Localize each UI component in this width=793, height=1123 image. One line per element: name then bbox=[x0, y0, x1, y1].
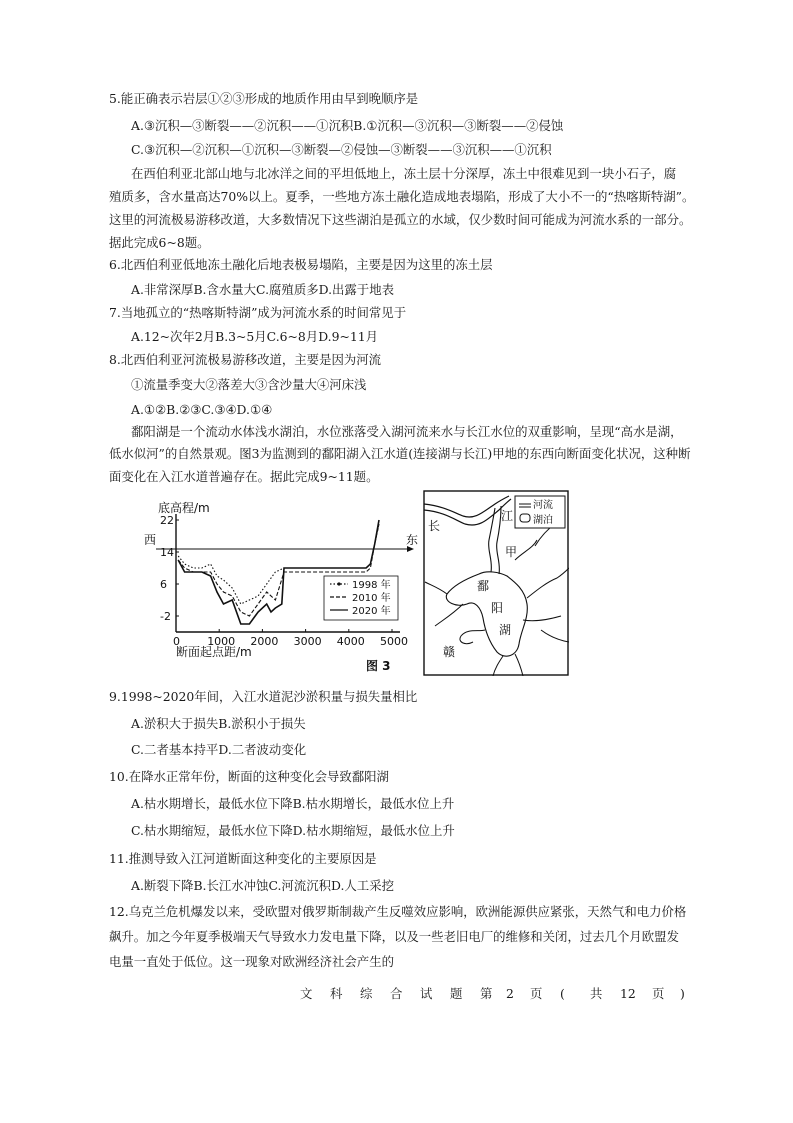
q10-options-ab: A.枯水期增长，最低水位下降B.枯水期增长，最低水位上升 bbox=[131, 796, 455, 811]
footer-total-pages: 12 bbox=[620, 986, 636, 1001]
q5-options-ab: A.③沉积—③断裂——②沉积——①沉积B.①沉积—③沉积—③断裂——②侵蚀 bbox=[131, 118, 564, 133]
q8-options: A.①②B.②③C.③④D.①④ bbox=[131, 402, 273, 417]
passage1-line1: 在西伯利亚北部山地与北冰洋之间的平坦低地上，冻土层十分深厚，冻土中很难见到一块小石子，腐 bbox=[131, 166, 677, 181]
q7-stem: 7.当地孤立的“热喀斯特湖”成为河流水系的时间常见于 bbox=[109, 305, 407, 320]
y-tick-label: -2 bbox=[160, 610, 171, 623]
footer-char: 共 bbox=[590, 986, 603, 1001]
footer-char: 综 bbox=[360, 986, 373, 1001]
x-tick-label: 1000 bbox=[207, 635, 236, 648]
poyang-map bbox=[423, 490, 569, 676]
y-tick-label: 22 bbox=[160, 514, 174, 527]
q10-options-cd: C.枯水期缩短，最低水位下降D.枯水期缩短，最低水位上升 bbox=[131, 823, 455, 838]
chart-xlabel: 断面起点距/m bbox=[176, 645, 252, 659]
q9-stem: 9.1998~2020年间，入江水道泥沙淤积量与损失量相比 bbox=[109, 689, 418, 704]
map-label-hu: 湖 bbox=[499, 623, 512, 637]
x-tick-label: 4000 bbox=[336, 635, 365, 648]
q9-options-ab: A.淤积大于损失B.淤积小于损失 bbox=[131, 716, 306, 731]
chart-west-label: 西 bbox=[144, 533, 157, 547]
q11-stem: 11.推测导致入江河道断面这种变化的主要原因是 bbox=[109, 851, 377, 866]
q10-stem: 10.在降水正常年份，断面的这种变化会导致鄱阳湖 bbox=[109, 769, 389, 784]
legend-label: 1998 年 bbox=[352, 580, 391, 591]
map-legend-river: 河流 bbox=[533, 500, 553, 511]
legend-label: 2020 年 bbox=[352, 606, 391, 617]
legend-marker bbox=[337, 582, 340, 585]
passage2-line3: 面变化在入江水道普遍存在。据此完成9~11题。 bbox=[109, 469, 379, 484]
q12-line1: 12.乌克兰危机爆发以来，受欧盟对俄罗斯制裁产生反噬效应影响，欧洲能源供应紧张，天然气和电力价格 bbox=[109, 904, 687, 919]
passage2-line1: 鄱阳湖是一个流动水体浅水湖泊，水位涨落受入湖河流来水与长江水位的双重影响，呈现“高水是湖， bbox=[131, 424, 683, 439]
footer-page-number: 2 bbox=[506, 986, 514, 1001]
map-legend-lake: 湖泊 bbox=[533, 515, 553, 526]
footer-char: ) bbox=[680, 986, 685, 1001]
footer-char: 合 bbox=[390, 986, 403, 1001]
passage1-line3: 这里的河流极易游移改道，大多数情况下这些湖泊是孤立的水域，仅少数时间可能成为河流水系的一部分。 bbox=[109, 212, 692, 227]
chart-ylabel: 底高程/m bbox=[158, 501, 210, 515]
q8-items: ①流量季变大②落差大③含沙量大④河床浅 bbox=[131, 377, 367, 392]
x-tick-label: 0 bbox=[173, 635, 180, 648]
q6-stem: 6.北西伯利亚低地冻土融化后地表极易塌陷，主要是因为这里的冻土层 bbox=[109, 257, 493, 272]
q12-line2: 飙升。加之今年夏季极端天气导致水力发电量下降，以及一些老旧电厂的维修和关闭，过去几个月欧盟发 bbox=[109, 929, 679, 944]
y-tick-label: 6 bbox=[160, 578, 167, 591]
q11-options: A.断裂下降B.长江水冲蚀C.河流沉积D.人工采挖 bbox=[131, 878, 394, 893]
q5-options-cd: C.③沉积—②沉积—①沉积—③断裂—②侵蚀—③断裂——③沉积——①沉积 bbox=[131, 142, 552, 157]
q12-line3: 电量一直处于低位。这一现象对欧洲经济社会产生的 bbox=[109, 954, 394, 969]
legend-label: 2010 年 bbox=[352, 593, 391, 604]
passage1-line4: 据此完成6~8题。 bbox=[109, 235, 210, 250]
q7-options: A.12~次年2月B.3~5月C.6~8月D.9~11月 bbox=[131, 329, 379, 344]
footer-char: ( bbox=[560, 986, 565, 1001]
footer-char: 试 bbox=[420, 986, 433, 1001]
footer-char: 页 bbox=[530, 986, 543, 1001]
x-tick-label: 2000 bbox=[250, 635, 279, 648]
figure-caption: 图 3 bbox=[366, 659, 391, 673]
q6-options: A.非常深厚B.含水量大C.腐殖质多D.出露于地表 bbox=[131, 282, 394, 297]
y-tick-label: 14 bbox=[160, 546, 174, 559]
footer-char: 科 bbox=[330, 986, 343, 1001]
footer-char: 页 bbox=[652, 986, 665, 1001]
map-label-jiang: 江 bbox=[501, 509, 514, 523]
q5-stem: 5.能正确表示岩层①②③形成的地质作用由早到晚顺序是 bbox=[109, 91, 419, 106]
x-tick-label: 5000 bbox=[380, 635, 408, 648]
map-label-chang: 长 bbox=[428, 519, 441, 533]
x-tick-label: 3000 bbox=[293, 635, 322, 648]
footer-char: 文 bbox=[300, 986, 313, 1001]
footer-char: 第 bbox=[480, 986, 493, 1001]
map-label-jia: 甲 bbox=[505, 545, 518, 559]
footer-char: 题 bbox=[450, 986, 463, 1001]
cross-section-chart bbox=[140, 496, 420, 676]
passage2-line2: 低水似河”的自然景观。图3为监测到的鄱阳湖入江水道(连接湖与长江)甲地的东西向断面变化状况，这种断 bbox=[109, 446, 691, 461]
passage1-line2: 殖质多，含水量高达70%以上。夏季，一些地方冻土融化造成地表塌陷，形成了大小不一的“热喀斯特湖”。 bbox=[109, 189, 695, 204]
q9-options-cd: C.二者基本持平D.二者波动变化 bbox=[131, 742, 307, 757]
page-footer bbox=[300, 984, 692, 1002]
map-label-gan: 赣 bbox=[443, 645, 456, 659]
q8-stem: 8.北西伯利亚河流极易游移改道，主要是因为河流 bbox=[109, 352, 382, 367]
chart-east-label: 东 bbox=[406, 533, 419, 547]
map-label-po: 鄱 bbox=[477, 579, 490, 593]
map-label-yang: 阳 bbox=[491, 601, 504, 615]
